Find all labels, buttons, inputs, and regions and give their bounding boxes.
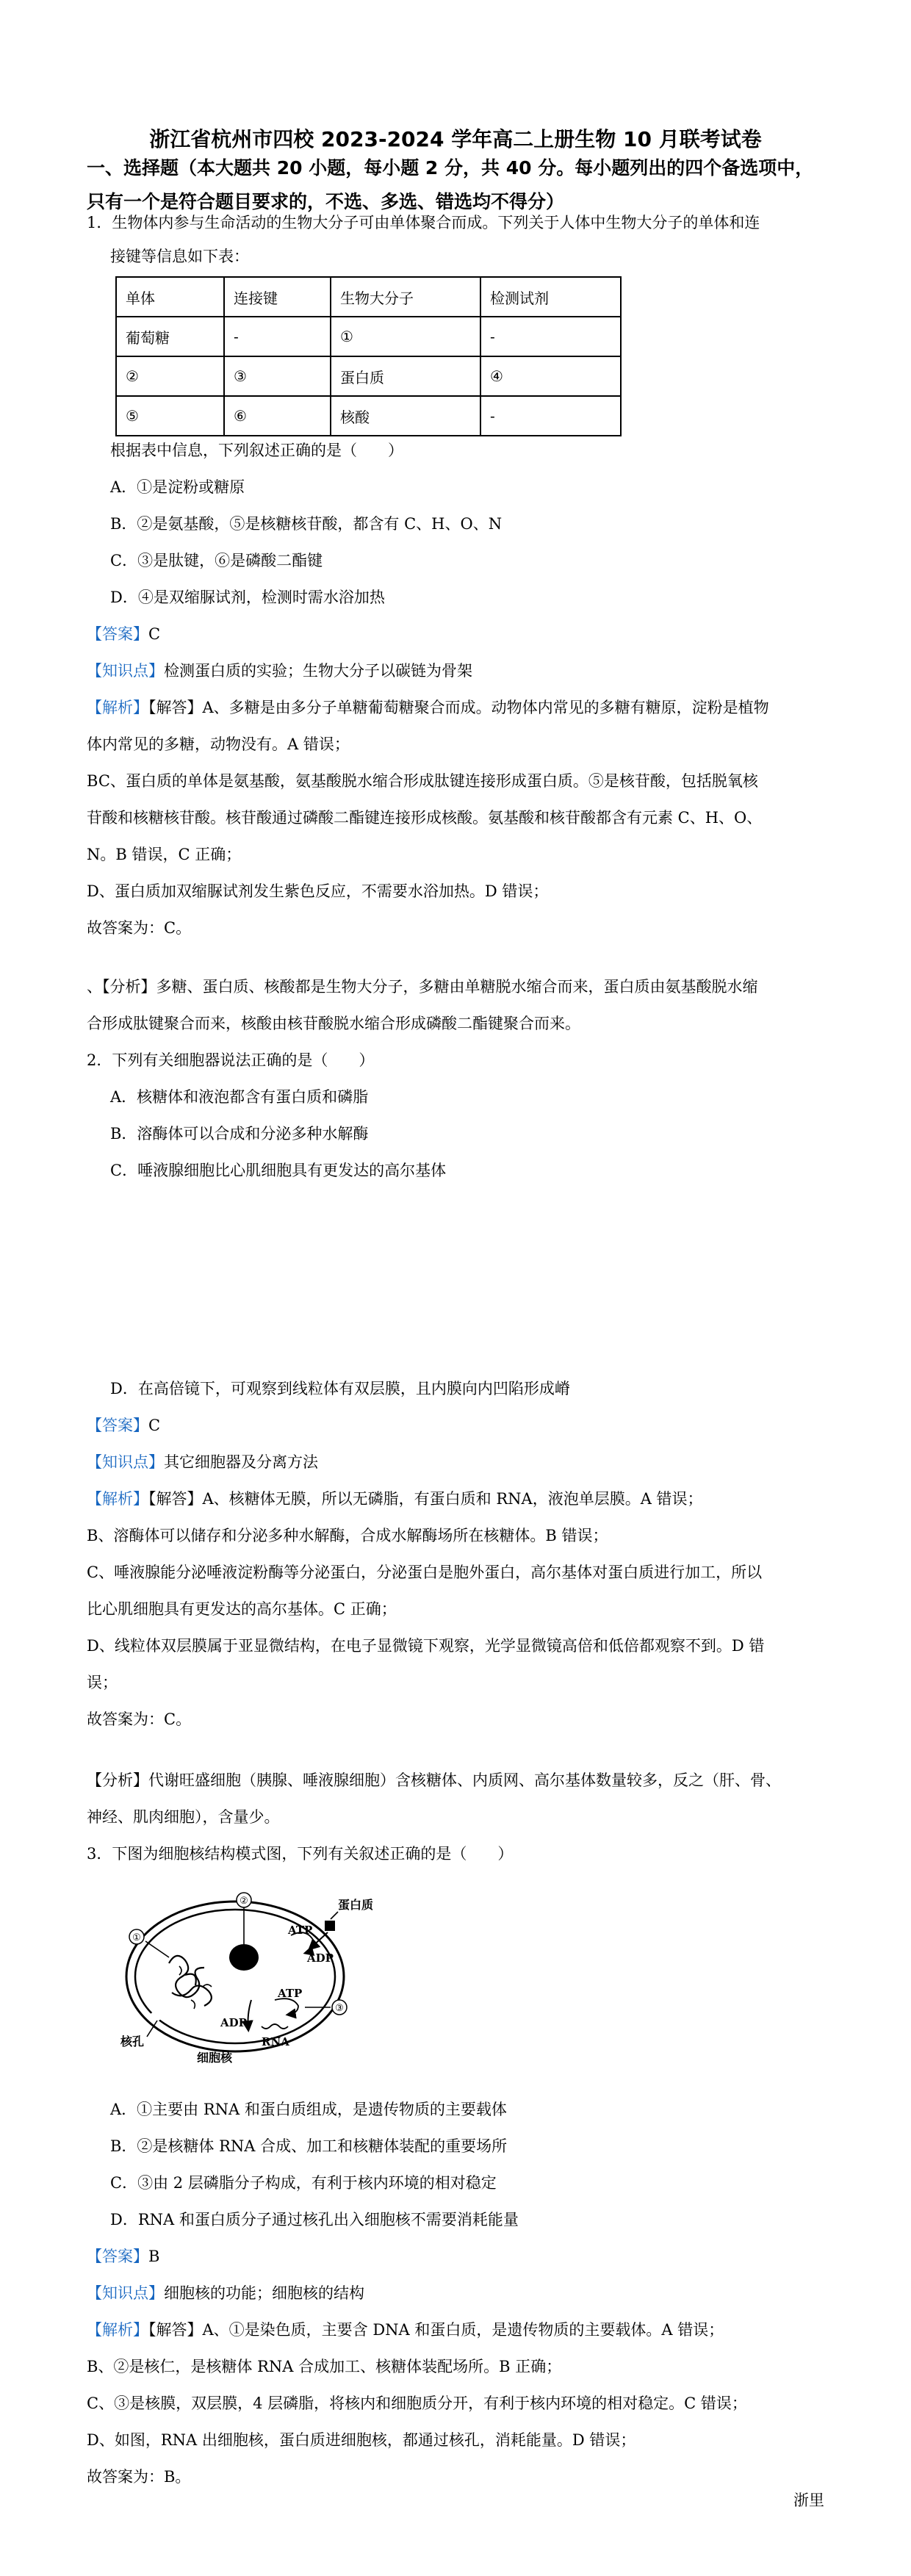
q1-explanation-line: 故答案为：C。 [87, 919, 192, 937]
q1-knowledge-point [87, 654, 472, 688]
q2-explanation-line: 误； [87, 1674, 118, 1691]
answer-value: C [148, 1417, 161, 1434]
q1-option-a: A．①是淀粉或糖原 [110, 478, 245, 496]
nucleus-diagram [118, 1890, 441, 2066]
q3-explanation-line: 故答案为：B。 [87, 2468, 191, 2486]
q1-option-b: B．②是氨基酸，⑤是核糖核苷酸，都含有 C、H、O、N [110, 515, 503, 533]
export-arrow [248, 2000, 252, 2029]
q2-option-c: C．唾液腺细胞比心肌细胞具有更发达的高尔基体 [110, 1162, 447, 1179]
exp-text: 【解答】A、多糖是由多分子单糖葡萄糖聚合而成。动物体内常见的多糖有糖原，淀粉是植物 [148, 699, 769, 716]
table-cell: 核酸 [331, 396, 480, 436]
q3-answer [87, 2239, 159, 2273]
table-cell: - [480, 396, 621, 436]
q2-option-d: D．在高倍镜下，可观察到线粒体有双层膜，且内膜向内凹陷形成嵴 [110, 1380, 570, 1397]
kp-tag: 【知识点】 [87, 662, 164, 680]
page-title: 浙江省杭州市四校 2023-2024 学年高二上册生物 10 月联考试卷 [149, 127, 762, 151]
table-row [116, 396, 621, 436]
table-cell: ⑤ [116, 396, 224, 436]
q2-option-a: A．核糖体和液泡都含有蛋白质和磷脂 [110, 1088, 369, 1106]
label-adp-bottom: ADP [220, 2016, 247, 2029]
table-cell: ① [331, 317, 480, 356]
table-cell: - [224, 317, 331, 356]
q2-explanation-line: C、唾液腺能分泌唾液淀粉酶等分泌蛋白，分泌蛋白是胞外蛋白，高尔基体对蛋白质进行加工，所以 [87, 1564, 763, 1581]
answer-tag: 【答案】 [87, 1417, 148, 1434]
q1-explanation-line: N。B 错误，C 正确； [87, 846, 242, 863]
nucleolus [229, 1944, 259, 1971]
section-heading: 一、选择题（本大题共 20 小题，每小题 2 分，共 40 分。每小题列出的四个备选项中，只有一个是符合题目要求的，不选、多选、错选均不得分） [87, 157, 814, 212]
exp-tag: 【解析】 [87, 2321, 148, 2339]
exp-tag: 【解析】 [87, 699, 148, 716]
label-1: ① [132, 1932, 141, 1943]
label-rna: RNA [262, 2035, 289, 2048]
q2-explanation-line: D、线粒体双层膜属于亚显微结构，在电子显微镜下观察，光学显微镜高倍和低倍都观察不到。D 错 [87, 1637, 765, 1655]
kp-value: 细胞核的功能；细胞核的结构 [164, 2284, 364, 2302]
q1-explanation-line: 体内常见的多糖，动物没有。A 错误； [87, 735, 350, 753]
table-cell: ⑥ [224, 396, 331, 436]
q3-option-c: C．③由 2 层磷脂分子构成，有利于核内环境的相对稳定 [110, 2174, 497, 2192]
label-atp-bottom: ATP [278, 1987, 303, 2000]
label-atp-top: ATP [288, 1924, 313, 1937]
exp-tag: 【解析】 [87, 1490, 148, 1508]
table-header-cell: 检测试剂 [480, 277, 621, 317]
rna-strand [262, 2024, 288, 2029]
q3-explanation-line: D、如图，RNA 出细胞核，蛋白质进细胞核，都通过核孔，消耗能量。D 错误； [87, 2431, 636, 2449]
q1-stem-line1: 1．生物体内参与生命活动的生物大分子可由单体聚合而成。下列关于人体中生物大分子的单体和连 [87, 214, 760, 231]
table-cell: 葡萄糖 [116, 317, 224, 356]
q2-explanation-line: B、溶酶体可以储存和分泌多种水解酶，合成水解酶场所在核糖体。B 错误； [87, 1527, 608, 1544]
q1-answer [87, 617, 160, 651]
answer-value: B [148, 2248, 160, 2265]
q2-analysis-line: 【分析】代谢旺盛细胞（胰腺、唾液腺细胞）含核糖体、内质网、高尔基体数量较多，反之（肝、骨、 [87, 1771, 781, 1789]
q2-analysis-line: 神经、肌肉细胞），含量少。 [87, 1808, 280, 1826]
answer-tag: 【答案】 [87, 625, 148, 643]
q2-knowledge-point [87, 1445, 318, 1479]
table-header-row [116, 277, 621, 317]
q2-explanation-line [87, 1482, 703, 1516]
q1-analysis-line: 、【分析】多糖、蛋白质、核酸都是生物大分子，多糖由单糖脱水缩合而来，蛋白质由氨基酸脱水缩 [87, 978, 758, 996]
q1-explanation-line: 苷酸和核糖核苷酸。核苷酸通过磷酸二酯键连接形成核酸。氨基酸和核苷酸都含有元素 C、H、O、 [87, 809, 763, 827]
label-3: ③ [335, 2003, 344, 2014]
q3-explanation-line: C、③是核膜，双层膜，4 层磷脂，将核内和细胞质分开，有利于核内环境的相对稳定。C 错误； [87, 2395, 747, 2412]
kp-value: 其它细胞器及分离方法 [164, 1453, 318, 1471]
q1-option-d: D．④是双缩脲试剂，检测时需水浴加热 [110, 589, 385, 606]
label-nucleus: 细胞核 [197, 2051, 233, 2065]
q3-knowledge-point [87, 2276, 364, 2310]
table-header-cell: 单体 [116, 277, 224, 317]
q2-stem: 2．下列有关细胞器说法正确的是（ ） [87, 1051, 375, 1069]
q1-prompt: 根据表中信息，下列叙述正确的是（ ） [110, 442, 403, 459]
q1-analysis-line: 合形成肽键聚合而来，核酸由核苷酸脱水缩合形成磷酸二酯键聚合而来。 [87, 1015, 580, 1032]
q1-explanation-line: BC、蛋白质的单体是氨基酸，氨基酸脱水缩合形成肽键连接形成蛋白质。⑤是核苷酸，包括脱氧核 [87, 772, 758, 790]
q1-explanation-line: D、蛋白质加双缩脲试剂发生紫色反应，不需要水浴加热。D 错误； [87, 882, 549, 900]
q1-explanation-line [87, 691, 769, 724]
q3-explanation-line [87, 2313, 724, 2347]
exp-text: 【解答】A、核糖体无膜，所以无磷脂，有蛋白质和 RNA，液泡单层膜。A 错误； [148, 1490, 703, 1508]
table-cell: - [480, 317, 621, 356]
label-pore: 核孔 [120, 2034, 145, 2048]
q3-option-b: B．②是核糖体 RNA 合成、加工和核糖体装配的重要场所 [110, 2137, 508, 2155]
kp-tag: 【知识点】 [87, 1453, 164, 1471]
q3-explanation-line: B、②是核仁，是核糖体 RNA 合成加工、核糖体装配场所。B 正确； [87, 2358, 562, 2375]
table-cell: 蛋白质 [331, 356, 480, 396]
q1-table [115, 276, 622, 436]
pointer-line [145, 1941, 169, 1957]
q2-option-b: B．溶酶体可以合成和分泌多种水解酶 [110, 1125, 369, 1143]
label-2: ② [240, 1896, 248, 1907]
q3-stem: 3．下图为细胞核结构模式图，下列有关叙述正确的是（ ） [87, 1845, 514, 1863]
answer-tag: 【答案】 [87, 2248, 148, 2265]
page-footer: 浙里 [793, 2492, 824, 2509]
q2-explanation-line: 故答案为：C。 [87, 1710, 192, 1728]
kp-tag: 【知识点】 [87, 2284, 164, 2302]
kp-value: 检测蛋白质的实验；生物大分子以碳链为骨架 [164, 662, 472, 680]
table-header-cell: 生物大分子 [331, 277, 480, 317]
q2-explanation-line: 比心肌细胞具有更发达的高尔基体。C 正确； [87, 1600, 397, 1618]
table-cell: ③ [224, 356, 331, 396]
table-cell: ② [116, 356, 224, 396]
pointer-line [331, 1912, 338, 1919]
q1-option-c: C．③是肽键，⑥是磷酸二酯键 [110, 552, 323, 569]
q1-stem-line2: 接键等信息如下表： [110, 248, 249, 265]
table-header-cell: 连接键 [224, 277, 331, 317]
protein-square [325, 1921, 335, 1931]
label-adp-top: ADP [307, 1951, 334, 1965]
exp-text: 【解答】A、①是染色质，主要含 DNA 和蛋白质，是遗传物质的主要载体。A 错误； [148, 2321, 724, 2339]
table-row [116, 317, 621, 356]
q3-option-d: D．RNA 和蛋白质分子通过核孔出入细胞核不需要消耗能量 [110, 2211, 519, 2228]
chromatin [169, 1956, 212, 2006]
q2-answer [87, 1408, 160, 1442]
atp-cycle-arrow [275, 1998, 298, 2015]
table-row [116, 356, 621, 396]
answer-value: C [148, 625, 161, 643]
q3-option-a: A．①主要由 RNA 和蛋白质组成，是遗传物质的主要载体 [110, 2101, 507, 2118]
label-protein: 蛋白质 [338, 1898, 374, 1912]
table-cell: ④ [480, 356, 621, 396]
